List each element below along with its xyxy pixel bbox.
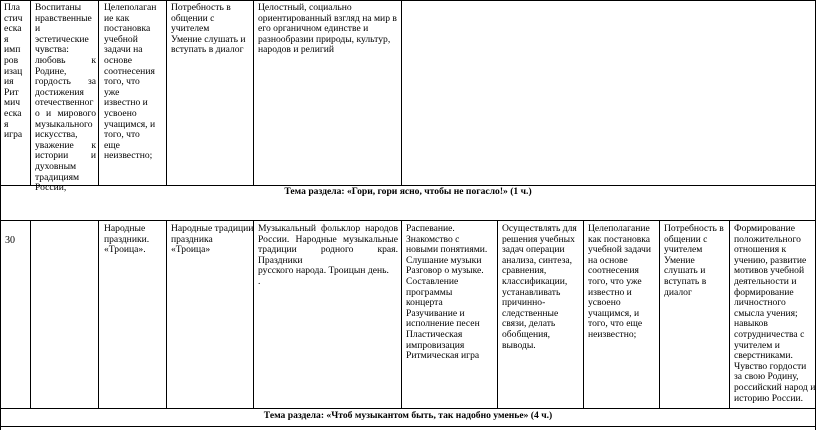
cell-activity-form: Пла стич еска я имп ров изац ия Рит мич еска я игра — [4, 2, 23, 141]
col-divider — [497, 220, 498, 408]
cell-communicative: Потребность в общении с учителем Умение слушать и вступать в диалог — [171, 2, 246, 56]
cell-lesson-topic: Народные праздники. «Троица». — [104, 223, 150, 256]
cell-lesson-content: Музыкальный фольклор народов России. Народные музыкальные традиции родного края. Праздники русского народа. Троицын день. . — [258, 223, 398, 287]
row-divider — [0, 426, 816, 427]
col-divider — [30, 0, 31, 185]
col-divider — [166, 0, 167, 185]
col-divider — [401, 0, 402, 185]
col-divider — [659, 220, 660, 408]
cell-lesson-personal: Формирование положительного отношения к учению, развитие мотивов учебной деятельности и формирование личностного смысла учения; навыков сотрудничества с учителем и сверстниками. Чувство гордости за свою Родину, российский народ и историю России. — [734, 223, 816, 404]
col-divider — [253, 220, 254, 408]
col-divider — [401, 220, 402, 408]
col-divider — [166, 220, 167, 408]
section-title: Тема раздела: «Гори, гори ясно, чтобы не погасло!» (1 ч.) — [284, 186, 532, 197]
col-divider — [583, 220, 584, 408]
col-divider — [98, 220, 99, 408]
table-border-left — [0, 0, 1, 430]
cell-lesson-regulative: Целеполагание как постановка учебной задачи на основе соотнесения того, что уже известно и усвоено учащимся, и того, что еще неизвестно; — [588, 223, 651, 340]
table-border-top — [0, 0, 816, 1]
cell-worldview: Целостный, социально ориентированный взгляд на мир в его органичном единстве и разнообразии природы, культур, народов и религий — [258, 2, 397, 56]
cell-lesson-activities: Распевание. Знакомство с новыми понятиями. Слушание музыки Разговор о музыке. Составление программы концерта Разучивание и исполнение песен Пластическая импровизация Ритмическая игра — [406, 223, 488, 362]
cell-regulative: Целеполаган ие как постановка учебной задачи на основе соотнесения того, что уже известно и усвоено учащимся, и того, что еще неизвестно; — [104, 2, 157, 162]
col-divider — [30, 220, 31, 408]
cell-lesson-communicative: Потребность в общении с учителем Умение слушать и вступать в диалог — [664, 223, 724, 298]
col-divider — [729, 220, 730, 408]
cell-lesson-cognitive: Осуществлять для решения учебных задач операции анализа, синтеза, сравнения, классификации, устанавливать причинно- следственные связи, делать обобщения, выводы. — [502, 223, 577, 351]
lesson-number: 30 — [5, 235, 15, 246]
col-divider — [253, 0, 254, 185]
cell-lesson-subject: Народные традиции праздника «Троица» — [171, 223, 254, 256]
col-divider — [98, 0, 99, 185]
row-divider — [0, 220, 816, 221]
section-title: Тема раздела: «Чтоб музыкантом быть, так надобно уменье» (4 ч.) — [263, 410, 553, 421]
cell-personal-results: Воспитаны нравственные и эстетические чувства: любовь к Родине, гордость за достижения отечественног о и мирового музыкального искусства, уважение к истории и духовным традициям России, — [35, 2, 96, 194]
row-divider — [0, 408, 816, 409]
